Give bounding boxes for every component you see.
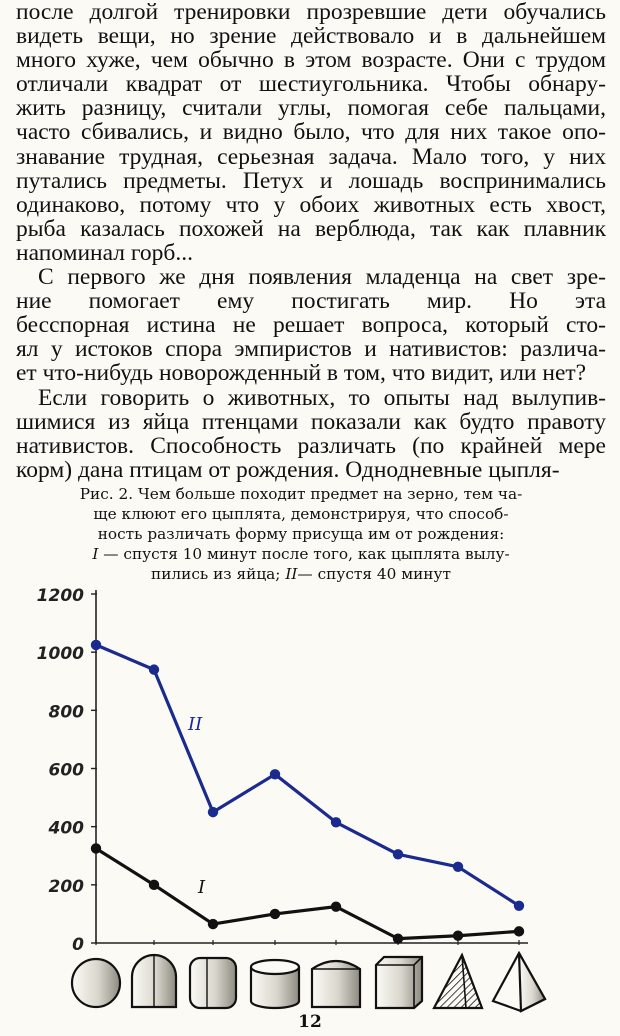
y-tick-label: 400: [48, 818, 84, 839]
text-line: после долгой тренировки прозревшие дети обучались: [16, 0, 606, 25]
data-point: [393, 933, 403, 943]
text-line: отличали квадрат от шестиугольника. Чтобы обнару-: [16, 71, 606, 98]
text-line: ял у истоков спора эмпиристов и нативистов: различа-: [16, 336, 606, 363]
series-line-i: [96, 848, 519, 938]
text-line: бесспорная истина не решает вопроса, который сто-: [16, 312, 606, 339]
caption-line: ще клюют его цыплята, демонстрируя, что способ-: [93, 505, 509, 523]
caption-line: [36, 544, 566, 564]
shape-flat-cube: [312, 961, 360, 1007]
data-point: [270, 769, 280, 779]
text-line: знавание трудная, серьезная задача. Мало того, у них: [16, 143, 606, 170]
caption-text: пились из яйца;: [151, 565, 286, 583]
data-point: [208, 807, 218, 817]
data-point: [331, 817, 341, 827]
data-point: [91, 843, 101, 853]
caption-text: — спустя 40 минут: [297, 565, 451, 583]
y-tick-label: 600: [48, 760, 84, 781]
text-line: ние помогает ему постигать мир. Но эта: [16, 288, 606, 315]
text-line: часто сбивались, и видно было, что для них такое опо-: [16, 119, 606, 146]
data-point: [270, 909, 280, 919]
text-line: видеть вещи, но зрение действовало и в дальнейшем: [16, 23, 606, 50]
text-line: С первого же дня появления младенца на свет зре-: [38, 264, 606, 291]
shape-dome-cylinder: [132, 955, 176, 1007]
text-line: много хуже, чем обычно в этом возрасте. Они с трудом: [16, 47, 606, 74]
text-line: ет что-нибудь новорожденный в том, что видит, или нет?: [16, 360, 587, 387]
data-point: [453, 862, 463, 872]
shape-sphere: [72, 959, 120, 1007]
data-point: [514, 901, 524, 911]
y-tick-label: 1200: [36, 586, 84, 606]
y-tick-label: 800: [48, 702, 84, 723]
text-line: одинаково, потому что у обоих животных есть хвост,: [16, 191, 606, 218]
data-point: [208, 919, 218, 929]
y-tick-label: 200: [48, 876, 84, 897]
caption-line: Рис. 2. Чем больше походит предмет на зерно, тем ча-: [79, 485, 523, 503]
text-line: шимися из яйца птенцами показали как будто правоту: [16, 408, 606, 435]
pecking-chart: [0, 570, 620, 1015]
shape-tetrahedron: [493, 953, 545, 1011]
data-point: [393, 849, 403, 859]
data-point: [91, 640, 101, 650]
y-tick-label: 0: [72, 935, 84, 955]
text-line: жить разницу, считали углы, помогая себе пальцами,: [16, 95, 606, 122]
body-text: [16, 0, 606, 482]
data-point: [453, 931, 463, 941]
series-label-i: I: [198, 876, 206, 898]
caption-line: ность различать форму присуща им от рождения:: [97, 525, 505, 543]
data-point: [514, 926, 524, 936]
caption-numeral-i: I: [92, 545, 99, 563]
text-line: рыба казалась похожей на верблюда, так как плавник: [16, 215, 606, 242]
shape-cube: [376, 957, 422, 1008]
shape-cylinder: [251, 960, 299, 1008]
figure-caption: [36, 484, 566, 584]
text-line: Если говорить о животных, то опыты над вылупив-: [38, 384, 606, 411]
text-line: корм) дана птицам от рождения. Однодневные цыпля-: [16, 456, 560, 483]
data-point: [331, 901, 341, 911]
page-number: 12: [298, 1012, 322, 1032]
y-tick-label: 1000: [36, 644, 84, 665]
caption-numeral-ii: II: [285, 565, 298, 583]
caption-text: — спустя 10 минут после того, как цыплята вылу-: [98, 545, 510, 563]
text-line: напоминал горб...: [16, 239, 193, 266]
text-line: нативистов. Способность различать (по крайней мере: [16, 432, 606, 459]
text-line: путались предметы. Петух и лошадь воспринимались: [16, 167, 606, 194]
shape-pyramid: [434, 955, 482, 1008]
series-label-ii: II: [188, 714, 203, 736]
data-point: [149, 880, 159, 890]
data-point: [149, 664, 159, 674]
shape-rounded-cylinder: [190, 958, 236, 1008]
